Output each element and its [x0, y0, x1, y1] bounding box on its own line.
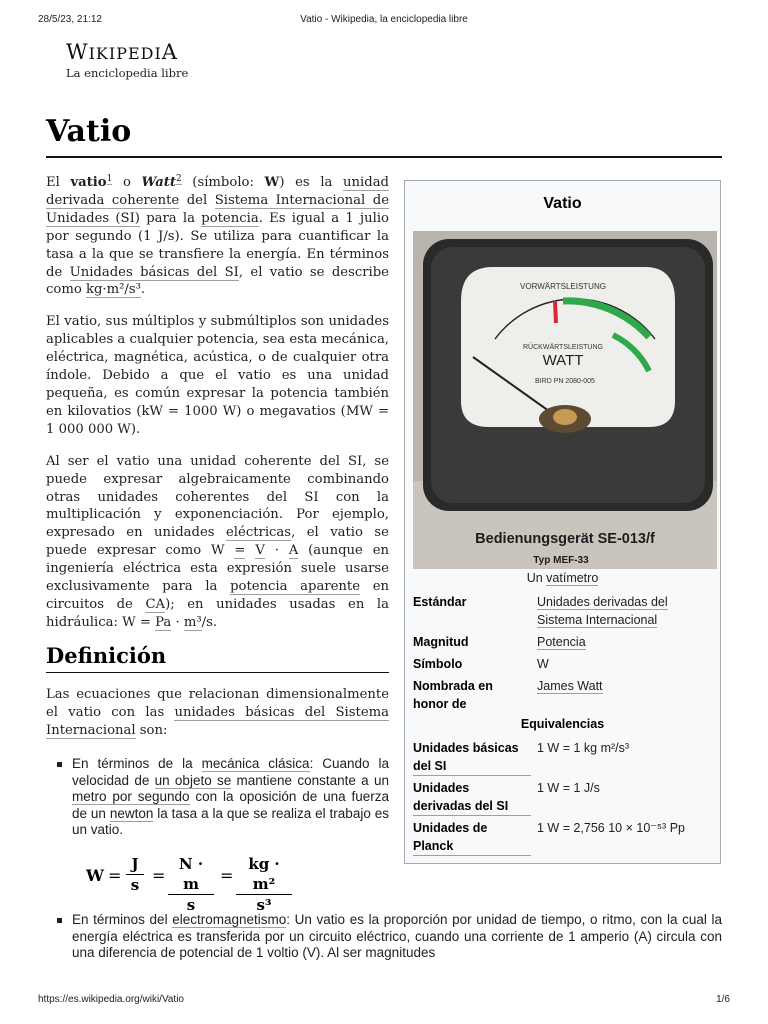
link-pascal[interactable]: Pa — [155, 614, 172, 630]
section-heading-definicion: Definición — [46, 643, 167, 668]
infobox-value: 1 W = 1 J/s — [537, 781, 600, 795]
meter-unit: WATT — [542, 352, 584, 369]
meter-arc-label-2: RÜCKWÄRTSLEISTUNG — [523, 344, 603, 351]
list-item-electromagnetismo: En términos del electromagnetismo: Un vatio es la proporción por unidad de tiempo, o ritmo, con la cual la energía eléctrica es transferida por un circuito eléctrico, cuando una corriente de 1 amperio (A) circula con una diferencia de potencial de 1 voltio (V). Al ser magnitudes — [72, 912, 722, 962]
print-date: 28/5/23, 21:12 — [38, 14, 102, 25]
section-divider — [46, 672, 389, 673]
page-title: Vatio — [46, 114, 132, 149]
link-unidades-basicas-si[interactable]: unidades básicas del Sistema Internacional — [46, 704, 390, 738]
link-sistema-internacional[interactable]: Sistema Internacional de Unidades (SI) — [46, 192, 390, 226]
algebra-paragraph: Al ser el vatio una unidad coherente del SI, se puede expresar algebraicamente combinando otras unidades coherentes del SI con la multiplicación y exponenciación. Por ejemplo, expresado en unidades eléctricas, el vatio se puede expresar como W = V · A (aunque en ingeniería eléctrica esta expresión suele usarse exclusivamente para la potencia aparente en circuitos de CA); en unidades usadas en la hidráulica: W = Pa · m³/s. — [46, 453, 389, 630]
formula-equals: = — [152, 866, 166, 885]
infobox-label: Estándar — [413, 595, 467, 609]
watt-formula — [86, 852, 346, 914]
link-mecanica-clasica[interactable]: mecánica clásica — [201, 756, 310, 771]
formula-equals: = — [108, 866, 122, 885]
meter-brand: Bedienungsgerät SE-013/f — [475, 531, 655, 547]
link-potencia-aparente[interactable]: potencia aparente — [230, 579, 361, 595]
link-kg-m2-s3[interactable]: kg·m²/s³ — [85, 282, 141, 298]
wattmeter-image[interactable] — [413, 231, 717, 569]
infobox-value-link[interactable]: James Watt — [537, 679, 603, 693]
title-divider — [46, 156, 722, 158]
infobox-label: Magnitud — [413, 635, 469, 649]
infobox-value-link[interactable]: Unidades derivadas del Sistema Internacional — [537, 595, 668, 627]
link-ca[interactable]: CA — [145, 596, 166, 612]
link-amperio[interactable]: A — [288, 543, 299, 559]
infobox — [404, 180, 721, 864]
infobox-label-link[interactable]: Unidades de Planck — [413, 819, 531, 856]
formula-equals: = — [220, 866, 234, 885]
link-potencia[interactable]: potencia — [201, 210, 259, 226]
intro-paragraph: El vatio$^1$ o Watt$^2$ (símbolo: W) es la unidad derivada coherente del Sistema Internacional de Unidades (SI) para la potencia. Es igual a 1 julio por segundo (1 J/s). Se utiliza para cuantificar la tasa a la que se transfiere la energía. En términos de Unidades básicas del SI, el vatio se describe como kg·m²/s³. — [46, 173, 390, 298]
bullet-icon — [57, 918, 62, 923]
list-item-mecanica: En términos de la mecánica clásica: Cuando la velocidad de un objeto se mantiene constante a un metro por segundo con la oposición de una fuerza de un newton la tasa a la que se realiza el trabajo es un vatio. — [72, 756, 389, 839]
link-vatimetro[interactable]: vatímetro — [546, 571, 599, 585]
link-electromagnetismo[interactable]: electromagnetismo — [172, 912, 287, 927]
infobox-label-link[interactable]: Unidades derivadas del SI — [413, 779, 531, 816]
wikipedia-wordmark: WIKIPEDIA — [66, 40, 178, 64]
infobox-subheader: Equivalencias — [520, 717, 605, 731]
print-title: Vatio - Wikipedia, la enciclopedia libre — [300, 14, 468, 25]
link-unidades-basicas[interactable]: Unidades básicas del SI — [69, 264, 239, 280]
link-unidad-derivada[interactable]: unidad derivada coherente — [46, 175, 389, 208]
infobox-label: Símbolo — [413, 657, 463, 671]
article-body — [46, 174, 389, 646]
multiples-paragraph: El vatio, sus múltiplos y submúltiplos son unidades aplicables a cualquier potencia, sea esta mecánica, eléctrica, magnética, acústica, o de cualquier otra índole. Debido a que el vatio es una unidad pequeña, es común expresar la potencia también en kilovatios (kW = 1000 W) o megavatios (MW = 1 000 000 W). — [46, 314, 389, 437]
formula-fraction-kgm2-s3: $\frac{\text{kg · m²}}{\text{s³}}$ — [236, 854, 292, 915]
link-metro-por-segundo[interactable]: metro por segundo — [72, 789, 190, 805]
bullet-icon — [57, 762, 62, 767]
infobox-caption: Un vatímetro — [526, 571, 599, 585]
infobox-value: 1 W = 2,756 10 × 10⁻⁵³ Pp — [537, 821, 685, 835]
infobox-label: Nombrada en honor de — [413, 679, 493, 711]
infobox-label-link[interactable]: Unidades básicas del SI — [413, 739, 531, 776]
link-electricas[interactable]: eléctricas — [226, 525, 292, 541]
infobox-title: Vatio — [543, 195, 582, 212]
print-footer — [38, 994, 730, 1008]
link-objeto[interactable]: un objeto se — [154, 772, 232, 788]
infobox-value-link[interactable]: Potencia — [537, 635, 586, 649]
meter-type: Typ MEF-33 — [533, 555, 589, 566]
formula-fraction-j-s: $\frac{J}{s}$ — [126, 854, 144, 895]
wikipedia-tagline: La enciclopedia libre — [66, 66, 189, 80]
link-voltio[interactable]: V — [255, 543, 265, 559]
meter-model: BIRD PN 2080-005 — [535, 378, 595, 385]
definition-intro: Las ecuaciones que relacionan dimensionalmente el vatio con las unidades básicas del Sistema Internacional son: — [46, 687, 390, 738]
formula-lhs: W — [86, 866, 104, 885]
print-header — [38, 14, 730, 28]
meter-arc-label: VORWÄRTSLEISTUNG — [520, 282, 606, 291]
footnote-1[interactable]: 1 — [106, 173, 113, 184]
infobox-value: W — [537, 657, 549, 671]
print-page-number: 1/6 — [716, 994, 730, 1005]
infobox-value: 1 W = 1 kg m²/s³ — [537, 741, 630, 755]
footnote-2[interactable]: 2 — [175, 173, 182, 184]
link-igual[interactable]: = — [234, 543, 246, 559]
print-url: https://es.wikipedia.org/wiki/Vatio — [38, 994, 184, 1005]
wikipedia-logo[interactable] — [66, 40, 188, 80]
formula-fraction-nm-s: $\frac{N \cdot m}{s}$ — [168, 854, 214, 915]
link-m3[interactable]: m³ — [183, 614, 202, 630]
link-newton[interactable]: newton — [109, 805, 154, 821]
